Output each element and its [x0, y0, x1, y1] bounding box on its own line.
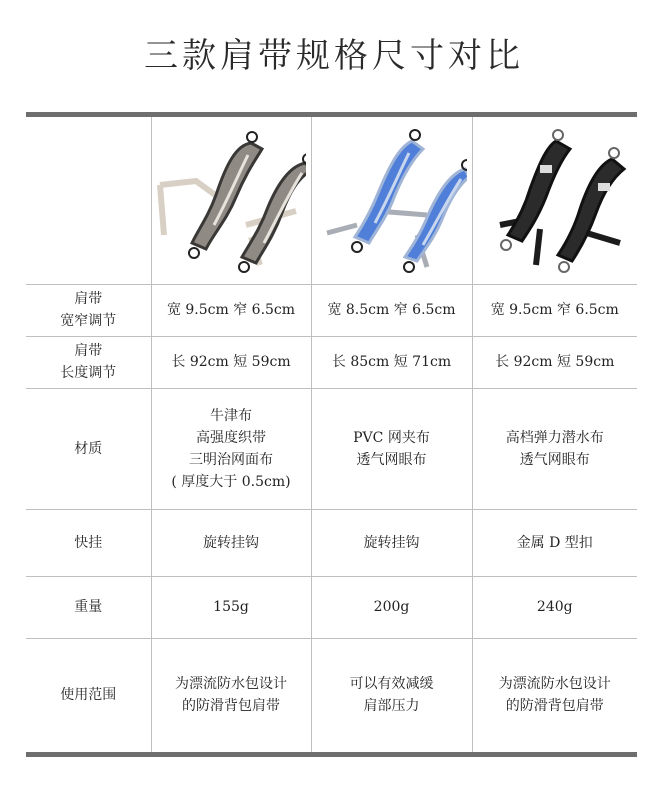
- row-label-width-adjust: 肩带 宽窄调节: [26, 284, 151, 336]
- cell-hook-blue: 旋转挂钩: [311, 509, 472, 576]
- strap-image-grey: [151, 117, 311, 284]
- table-row: [26, 388, 637, 509]
- strap-image-black: [472, 117, 637, 284]
- bottom-divider: [26, 752, 637, 757]
- page-title: 三款肩带规格尺寸对比: [144, 36, 524, 76]
- cell-material-black: 高档弹力潜水布 透气网眼布: [472, 388, 637, 509]
- cell-weight-grey: 155g: [151, 576, 311, 638]
- table-row: [26, 336, 637, 388]
- image-row: [26, 117, 637, 284]
- cell-weight-black: 240g: [472, 576, 637, 638]
- table-row: [26, 284, 637, 336]
- cell-length-grey: 长 92cm 短 59cm: [151, 336, 311, 388]
- row-label-quick-hook: 快挂: [26, 509, 151, 576]
- table-row: [26, 638, 637, 752]
- cell-hook-black: 金属 D 型扣: [472, 509, 637, 576]
- cell-length-black: 长 92cm 短 59cm: [472, 336, 637, 388]
- cell-hook-grey: 旋转挂钩: [151, 509, 311, 576]
- cell-usage-black: 为漂流防水包设计 的防滑背包肩带: [472, 638, 637, 752]
- row-label-material: 材质: [26, 388, 151, 509]
- cell-usage-blue: 可以有效减缓 肩部压力: [311, 638, 472, 752]
- cell-width-blue: 宽 8.5cm 窄 6.5cm: [311, 284, 472, 336]
- cell-usage-grey: 为漂流防水包设计 的防滑背包肩带: [151, 638, 311, 752]
- comparison-table: [26, 117, 637, 752]
- row-label-length-adjust: 肩带 长度调节: [26, 336, 151, 388]
- row-label-usage: 使用范围: [26, 638, 151, 752]
- cell-width-grey: 宽 9.5cm 窄 6.5cm: [151, 284, 311, 336]
- cell-width-black: 宽 9.5cm 窄 6.5cm: [472, 284, 637, 336]
- image-row-label: [26, 117, 151, 284]
- table-row: [26, 509, 637, 576]
- cell-length-blue: 长 85cm 短 71cm: [311, 336, 472, 388]
- row-label-weight: 重量: [26, 576, 151, 638]
- cell-material-blue: PVC 网夹布 透气网眼布: [311, 388, 472, 509]
- table-row: [26, 576, 637, 638]
- strap-image-blue: [311, 117, 472, 284]
- cell-material-grey: 牛津布 高强度织带 三明治网面布 ( 厚度大于 0.5cm): [151, 388, 311, 509]
- cell-weight-blue: 200g: [311, 576, 472, 638]
